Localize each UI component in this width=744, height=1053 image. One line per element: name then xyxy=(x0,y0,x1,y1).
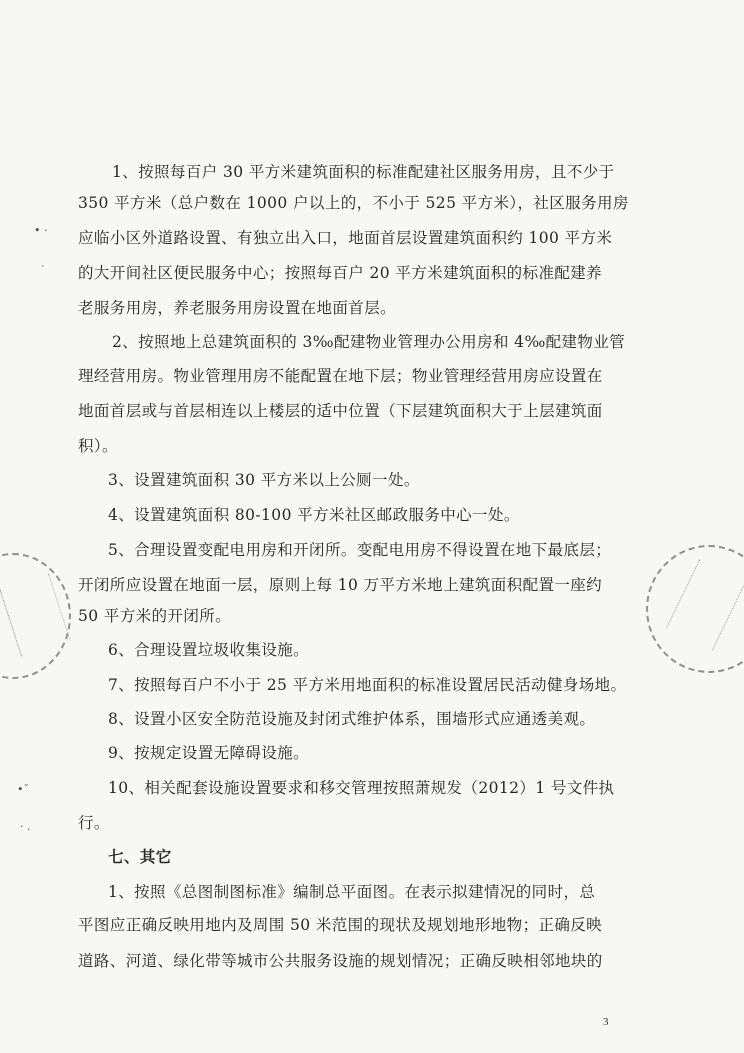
scan-mark-2: ˙ xyxy=(40,264,46,277)
document-line-5: 老服务用房，养老服务用房设置在地面首层。 xyxy=(78,299,397,317)
document-line-11: 4、设置建筑面积 80-100 平方米社区邮政服务中心一处。 xyxy=(108,506,520,524)
document-line-24: 道路、河道、绿化带等城市公共服务设施的规划情况；正确反映相邻地块的 xyxy=(78,952,603,970)
document-line-14: 50 平方米的开闭所。 xyxy=(78,607,232,625)
document-line-12: 5、合理设置变配电用房和开闭所。变配电用房不得设置在地下最底层； xyxy=(108,541,612,559)
document-line-19: 10、相关配套设施设置要求和移交管理按照萧规发（2012）1 号文件执 xyxy=(108,779,615,797)
document-line-16: 7、按照每百户不小于 25 平方米用地面积的标准设置居民活动健身场地。 xyxy=(108,676,627,694)
page-number: 3 xyxy=(603,1016,609,1028)
document-line-13: 开闭所应设置在地面一层，原则上每 10 万平方米地上建筑面积配置一座约 xyxy=(78,576,603,594)
document-line-20: 行。 xyxy=(78,814,110,832)
document-line-4: 的大开间社区便民服务中心；按照每百户 20 平方米建筑面积的标准配建养 xyxy=(78,264,603,282)
document-line-22: 1、按照《总图制图标准》编制总平面图。在表示拟建情况的同时，总 xyxy=(108,883,596,901)
document-line-10: 3、设置建筑面积 30 平方米以上公厕一处。 xyxy=(108,471,420,489)
document-line-2: 350 平方米（总户数在 1000 户以上的，不小于 525 平方米），社区服务用房 xyxy=(78,194,629,212)
document-line-18: 9、按规定设置无障碍设施。 xyxy=(108,744,310,762)
scan-mark-4: · . xyxy=(20,820,31,833)
document-line-3: 应临小区外道路设置、有独立出入口，地面首层设置建筑面积约 100 平方米 xyxy=(78,229,613,247)
section-heading-other: 七、其它 xyxy=(108,848,172,866)
document-line-6: 2、按照地上总建筑面积的 3‰配建物业管理办公用房和 4‰配建物业管 xyxy=(112,333,626,351)
document-line-7: 理经营用房。物业管理用房不能配置在地下层；物业管理经营用房应设置在 xyxy=(78,367,603,385)
document-line-15: 6、合理设置垃圾收集设施。 xyxy=(108,641,310,659)
scan-mark-1: • · xyxy=(34,224,48,237)
document-line-23: 平图应正确反映用地内及周围 50 米范围的现状及规划地形地物；正确反映 xyxy=(78,916,603,934)
document-line-9: 积）。 xyxy=(78,437,118,455)
scan-mark-3: •ˇ xyxy=(17,783,29,796)
document-line-17: 8、设置小区安全防范设施及封闭式维护体系，围墙形式应通透美观。 xyxy=(108,710,596,728)
document-line-1: 1、按照每百户 30 平方米建筑面积的标准配建社区服务用房，且不少于 xyxy=(112,163,615,181)
document-line-8: 地面首层或与首层相连以上楼层的适中位置（下层建筑面积大于上层建筑面 xyxy=(78,402,603,420)
